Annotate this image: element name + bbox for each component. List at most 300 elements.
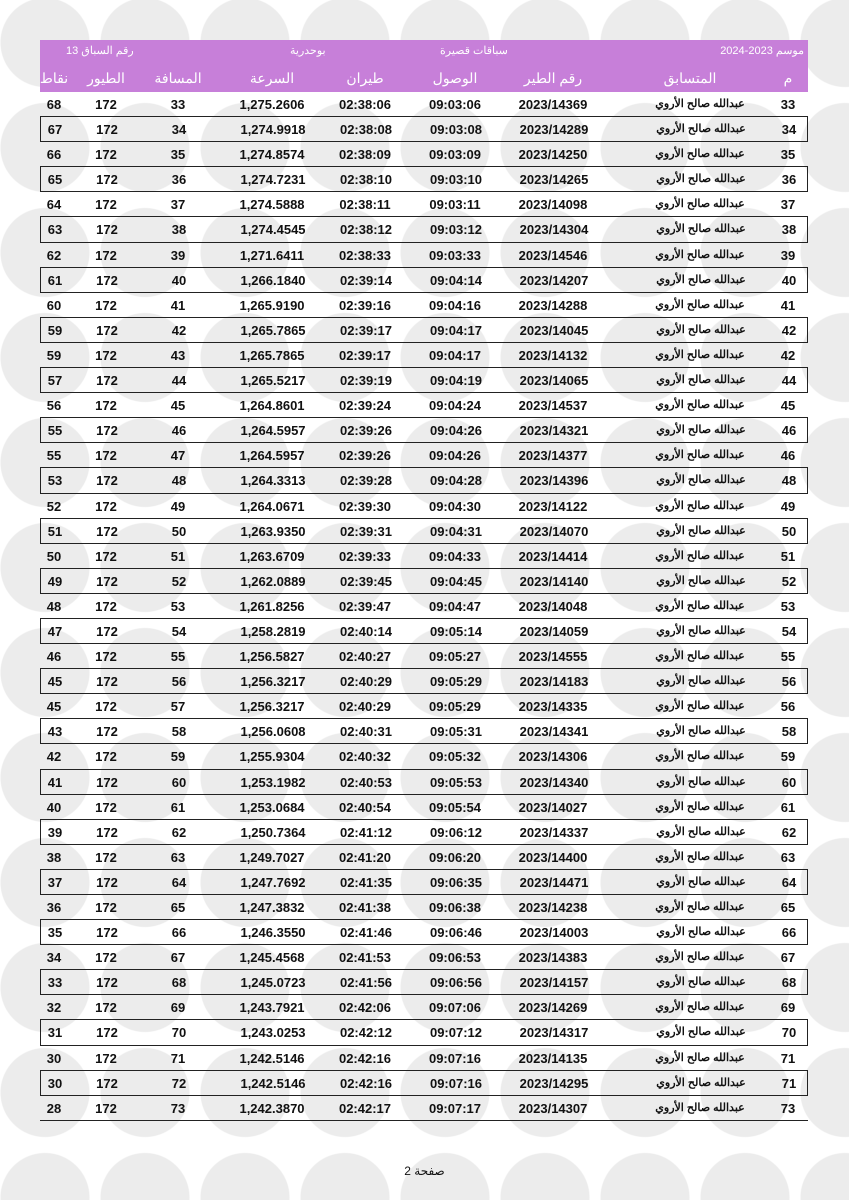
cell-speed: 1,256.3217 [239, 699, 305, 715]
table-row [40, 368, 808, 393]
cell-arrival: 09:04:28 [429, 473, 483, 489]
cell-speed: 1,256.3217 [240, 674, 306, 690]
cell-rank: 45 [780, 398, 796, 414]
cell-name: عبدالله صالح الأروي [656, 223, 746, 236]
cell-flight: 02:42:12 [339, 1025, 393, 1041]
cell-birds: 172 [96, 473, 118, 489]
cell-speed: 1,253.0684 [239, 799, 305, 815]
table-row [40, 1046, 808, 1071]
table-row [40, 1020, 808, 1045]
table-row [40, 895, 808, 920]
cell-ring: 2023/14377 [518, 448, 588, 464]
cell-flight: 02:39:17 [339, 322, 393, 338]
cell-rank: 64 [781, 874, 797, 890]
cell-rank: 60 [781, 774, 797, 790]
cell-birds: 172 [96, 373, 118, 389]
cell-distance: 37 [170, 197, 186, 213]
cell-birds: 172 [96, 222, 118, 238]
cell-arrival: 09:06:46 [429, 925, 483, 941]
cell-name: عبدالله صالح الأروي [656, 775, 746, 788]
cell-flight: 02:40:29 [338, 699, 392, 715]
cell-flight: 02:38:11 [339, 197, 391, 213]
cell-distance: 60 [171, 774, 187, 790]
cell-distance: 47 [170, 448, 186, 464]
cell-distance: 73 [170, 1100, 186, 1116]
cell-arrival: 09:03:10 [429, 172, 483, 188]
cell-points: 41 [47, 774, 63, 790]
cell-points: 48 [46, 598, 62, 614]
cell-arrival: 09:04:45 [429, 573, 483, 589]
cell-rank: 65 [780, 900, 796, 915]
table-row [40, 117, 808, 142]
col-ring: رقم الطير [523, 70, 583, 86]
cell-rank: 36 [781, 172, 797, 188]
cell-birds: 172 [96, 1075, 118, 1091]
cell-points: 28 [46, 1100, 62, 1116]
cell-birds: 172 [96, 1025, 118, 1041]
cell-arrival: 09:04:16 [428, 297, 482, 313]
cell-flight: 02:39:30 [338, 498, 392, 514]
cell-arrival: 09:05:32 [428, 749, 482, 765]
col-rank: م [783, 70, 793, 86]
cell-arrival: 09:07:16 [428, 1050, 482, 1066]
cell-name: عبدالله صالح الأروي [655, 298, 745, 311]
cell-speed: 1,263.6709 [239, 548, 305, 564]
cell-arrival: 09:07:06 [428, 1000, 482, 1016]
cell-rank: 42 [781, 322, 797, 338]
cell-arrival: 09:03:08 [429, 122, 483, 138]
cell-ring: 2023/14059 [519, 623, 589, 639]
cell-flight: 02:41:35 [339, 874, 393, 890]
table-row [40, 443, 808, 468]
table-row [40, 243, 808, 268]
table-row [40, 669, 808, 694]
cell-speed: 1,274.5888 [239, 197, 305, 213]
cell-distance: 57 [170, 699, 186, 715]
location-label: بوحدرية [290, 45, 326, 57]
table-row [40, 92, 808, 117]
cell-speed: 1,247.7692 [240, 874, 306, 890]
cell-rank: 68 [781, 975, 797, 991]
cell-distance: 66 [171, 925, 187, 941]
cell-flight: 02:38:09 [338, 147, 392, 163]
cell-ring: 2023/14027 [518, 799, 588, 815]
table-row [40, 1071, 808, 1096]
cell-distance: 71 [170, 1050, 186, 1066]
cell-points: 39 [47, 824, 63, 840]
table-row [40, 945, 808, 970]
cell-birds: 172 [95, 548, 117, 564]
cell-arrival: 09:06:12 [429, 824, 483, 840]
cell-arrival: 09:04:33 [428, 548, 482, 564]
table-row [40, 142, 808, 167]
cell-ring: 2023/14304 [519, 222, 589, 238]
table-body [40, 92, 808, 1121]
cell-distance: 63 [170, 849, 186, 865]
cell-arrival: 09:07:16 [429, 1075, 483, 1091]
cell-arrival: 09:04:26 [428, 448, 482, 464]
cell-arrival: 09:07:12 [429, 1025, 483, 1041]
cell-arrival: 09:04:31 [429, 523, 483, 539]
cell-rank: 55 [780, 649, 796, 665]
cell-flight: 02:40:54 [338, 799, 392, 815]
cell-name: عبدالله صالح الأروي [655, 399, 745, 412]
cell-distance: 62 [171, 824, 187, 840]
cell-ring: 2023/14288 [518, 297, 588, 313]
cell-flight: 02:41:38 [338, 900, 392, 915]
table-row [40, 744, 808, 769]
cell-rank: 66 [781, 925, 797, 941]
cell-speed: 1,264.0671 [239, 498, 305, 514]
cell-ring: 2023/14546 [518, 247, 588, 263]
cell-name: عبدالله صالح الأروي [656, 926, 746, 939]
cell-ring: 2023/14132 [518, 347, 588, 363]
cell-speed: 1,245.0723 [240, 975, 306, 991]
cell-speed: 1,256.5827 [239, 649, 305, 665]
cell-rank: 46 [781, 423, 797, 439]
cell-points: 61 [47, 272, 63, 288]
cell-distance: 69 [170, 1000, 186, 1016]
cell-speed: 1,271.6411 [239, 247, 305, 263]
cell-birds: 172 [96, 824, 118, 840]
cell-arrival: 09:04:26 [429, 423, 483, 439]
cell-rank: 58 [781, 724, 797, 740]
cell-points: 46 [46, 649, 62, 665]
cell-speed: 1,258.2819 [240, 623, 306, 639]
cell-rank: 49 [780, 498, 796, 514]
cell-arrival: 09:04:17 [428, 347, 482, 363]
cell-name: عبدالله صالح الأروي [655, 1001, 745, 1014]
cell-distance: 59 [170, 749, 186, 765]
cell-birds: 172 [95, 1050, 117, 1066]
cell-ring: 2023/14396 [519, 473, 589, 489]
cell-flight: 02:41:46 [339, 925, 393, 941]
cell-distance: 72 [171, 1075, 187, 1091]
cell-birds: 172 [95, 97, 117, 112]
table-header [40, 40, 808, 92]
cell-arrival: 09:05:27 [428, 649, 482, 665]
cell-speed: 1,265.7865 [239, 347, 305, 363]
cell-ring: 2023/14250 [518, 147, 588, 163]
col-points: نقاط [39, 70, 69, 86]
cell-arrival: 09:05:31 [429, 724, 483, 740]
cell-arrival: 09:06:53 [428, 950, 482, 966]
cell-name: عبدالله صالح الأروي [656, 474, 746, 487]
cell-flight: 02:41:56 [339, 975, 393, 991]
cell-ring: 2023/14414 [518, 548, 588, 564]
cell-flight: 02:38:10 [339, 172, 393, 188]
cell-rank: 67 [780, 950, 796, 966]
cell-ring: 2023/14269 [518, 1000, 588, 1016]
table-row [40, 1096, 808, 1121]
cell-distance: 52 [171, 573, 187, 589]
cell-name: عبدالله صالح الأروي [655, 800, 745, 813]
cell-arrival: 09:03:09 [428, 147, 482, 163]
cell-ring: 2023/14135 [518, 1050, 588, 1066]
cell-points: 51 [47, 523, 63, 539]
cell-distance: 54 [171, 623, 187, 639]
cell-birds: 172 [95, 699, 117, 715]
col-birds: الطيور [87, 70, 125, 86]
cell-points: 65 [47, 172, 63, 188]
cell-flight: 02:40:27 [338, 649, 392, 665]
cell-distance: 70 [171, 1025, 187, 1041]
cell-distance: 33 [170, 97, 186, 112]
cell-flight: 02:40:29 [339, 674, 393, 690]
cell-points: 43 [47, 724, 63, 740]
cell-name: عبدالله صالح الأروي [656, 524, 746, 537]
cell-name: عبدالله صالح الأروي [655, 148, 745, 161]
cell-arrival: 09:04:19 [429, 373, 483, 389]
cell-flight: 02:40:53 [339, 774, 393, 790]
cell-points: 30 [46, 1050, 62, 1066]
cell-speed: 1,255.9304 [239, 749, 305, 765]
cell-birds: 172 [95, 799, 117, 815]
cell-name: عبدالله صالح الأروي [655, 1101, 745, 1114]
cell-distance: 56 [171, 674, 187, 690]
cell-arrival: 09:03:11 [429, 197, 481, 213]
cell-name: عبدالله صالح الأروي [655, 901, 745, 913]
cell-name: عبدالله صالح الأروي [656, 875, 746, 888]
race-number-label: رقم السباق 13 [66, 45, 134, 57]
cell-arrival: 09:05:14 [429, 623, 483, 639]
cell-name: عبدالله صالح الأروي [655, 198, 745, 211]
cell-points: 55 [46, 448, 62, 464]
cell-arrival: 09:05:29 [429, 674, 483, 690]
cell-rank: 40 [781, 272, 797, 288]
cell-flight: 02:38:12 [339, 222, 393, 238]
cell-rank: 70 [781, 1025, 797, 1041]
cell-flight: 02:39:26 [338, 448, 392, 464]
cell-arrival: 09:03:12 [429, 222, 483, 238]
cell-points: 32 [46, 1000, 62, 1016]
cell-birds: 172 [95, 950, 117, 966]
cell-birds: 172 [95, 147, 117, 163]
cell-birds: 172 [96, 925, 118, 941]
cell-rank: 59 [780, 749, 796, 765]
cell-ring: 2023/14265 [519, 172, 589, 188]
cell-rank: 48 [781, 473, 797, 489]
cell-arrival: 09:07:17 [428, 1100, 482, 1116]
table-row [40, 870, 808, 895]
cell-speed: 1,265.5217 [240, 373, 306, 389]
table-row [40, 995, 808, 1020]
cell-arrival: 09:06:38 [428, 900, 482, 915]
cell-flight: 02:38:33 [338, 247, 392, 263]
cell-name: عبدالله صالح الأروي [656, 574, 746, 587]
cell-speed: 1,264.8601 [239, 398, 305, 414]
cell-birds: 172 [95, 900, 117, 915]
cell-ring: 2023/14048 [518, 598, 588, 614]
cell-ring: 2023/14289 [519, 122, 589, 138]
cell-flight: 02:41:53 [338, 950, 392, 966]
cell-name: عبدالله صالح الأروي [656, 323, 746, 336]
table-row [40, 694, 808, 719]
cell-birds: 172 [95, 197, 117, 213]
cell-name: عبدالله صالح الأروي [655, 348, 745, 361]
cell-speed: 1,274.8574 [239, 147, 305, 163]
cell-birds: 172 [96, 322, 118, 338]
table-row [40, 845, 808, 870]
cell-rank: 54 [781, 623, 797, 639]
table-row [40, 217, 808, 242]
cell-rank: 71 [780, 1050, 796, 1066]
race-type-label: سباقات قصيرة [440, 45, 508, 57]
cell-birds: 172 [95, 649, 117, 665]
cell-speed: 1,265.7865 [240, 322, 306, 338]
cell-flight: 02:42:16 [339, 1075, 393, 1091]
cell-arrival: 09:03:33 [428, 247, 482, 263]
cell-speed: 1,256.0608 [240, 724, 306, 740]
cell-birds: 172 [95, 398, 117, 414]
cell-distance: 36 [171, 172, 187, 188]
cell-rank: 69 [780, 1000, 796, 1016]
cell-name: عبدالله صالح الأروي [655, 650, 745, 663]
cell-ring: 2023/14140 [519, 573, 589, 589]
cell-distance: 49 [170, 498, 186, 514]
cell-ring: 2023/14555 [518, 649, 588, 665]
cell-arrival: 09:04:47 [428, 598, 482, 614]
table-row [40, 770, 808, 795]
cell-speed: 1,245.4568 [239, 950, 305, 966]
cell-name: عبدالله صالح الأروي [656, 273, 746, 286]
table-row [40, 268, 808, 293]
cell-distance: 50 [171, 523, 187, 539]
table-row [40, 619, 808, 644]
cell-rank: 37 [780, 197, 796, 213]
cell-ring: 2023/14045 [519, 322, 589, 338]
cell-points: 59 [46, 347, 62, 363]
cell-distance: 65 [170, 900, 186, 915]
cell-distance: 48 [171, 473, 187, 489]
cell-name: عبدالله صالح الأروي [655, 750, 745, 763]
cell-rank: 52 [781, 573, 797, 589]
cell-distance: 45 [170, 398, 186, 414]
cell-ring: 2023/14306 [518, 749, 588, 765]
cell-flight: 02:39:19 [339, 373, 393, 389]
cell-ring: 2023/14122 [518, 498, 588, 514]
cell-distance: 58 [171, 724, 187, 740]
cell-arrival: 09:06:56 [429, 975, 483, 991]
cell-flight: 02:42:17 [338, 1100, 392, 1116]
cell-name: عبدالله صالح الأروي [656, 976, 746, 989]
cell-speed: 1,265.9190 [239, 297, 305, 313]
page-number: صفحة 2 [404, 1164, 445, 1178]
cell-points: 62 [46, 247, 62, 263]
cell-points: 30 [47, 1075, 63, 1091]
cell-points: 45 [47, 674, 63, 690]
cell-points: 53 [47, 473, 63, 489]
cell-name: عبدالله صالح الأروي [655, 850, 745, 863]
cell-distance: 34 [171, 122, 187, 138]
cell-speed: 1,243.0253 [240, 1025, 306, 1041]
cell-speed: 1,242.5146 [240, 1075, 306, 1091]
cell-ring: 2023/14471 [519, 874, 589, 890]
table-row [40, 494, 808, 519]
cell-rank: 34 [781, 122, 797, 138]
cell-birds: 172 [96, 774, 118, 790]
cell-flight: 02:39:17 [338, 347, 392, 363]
cell-points: 68 [46, 97, 62, 112]
cell-birds: 172 [95, 749, 117, 765]
cell-name: عبدالله صالح الأروي [655, 700, 745, 713]
table-row [40, 820, 808, 845]
cell-ring: 2023/14065 [519, 373, 589, 389]
cell-flight: 02:39:26 [339, 423, 393, 439]
cell-speed: 1,264.5957 [239, 448, 305, 464]
cell-flight: 02:39:28 [339, 473, 393, 489]
cell-birds: 172 [95, 297, 117, 313]
cell-speed: 1,274.7231 [240, 172, 306, 188]
cell-points: 33 [47, 975, 63, 991]
cell-birds: 172 [96, 172, 118, 188]
cell-points: 66 [46, 147, 62, 163]
col-flight: طيران [346, 70, 384, 86]
cell-speed: 1,246.3550 [240, 925, 306, 941]
table-row [40, 318, 808, 343]
cell-ring: 2023/14070 [519, 523, 589, 539]
cell-speed: 1,275.2606 [239, 97, 305, 112]
cell-distance: 46 [171, 423, 187, 439]
cell-name: عبدالله صالح الأروي [655, 449, 745, 462]
cell-name: عبدالله صالح الأروي [656, 825, 746, 838]
cell-points: 64 [46, 197, 62, 213]
cell-name: عبدالله صالح الأروي [655, 499, 745, 512]
cell-points: 52 [46, 498, 62, 514]
cell-points: 59 [47, 322, 63, 338]
cell-birds: 172 [95, 347, 117, 363]
cell-speed: 1,274.4545 [240, 222, 306, 238]
table-row [40, 719, 808, 744]
cell-birds: 172 [96, 724, 118, 740]
cell-distance: 51 [170, 548, 186, 564]
results-sheet [40, 40, 808, 1121]
cell-flight: 02:42:06 [338, 1000, 392, 1016]
col-competitor: المتسابق [663, 70, 717, 86]
cell-points: 63 [47, 222, 63, 238]
cell-points: 31 [47, 1025, 63, 1041]
cell-flight: 02:41:12 [339, 824, 393, 840]
cell-distance: 39 [170, 247, 186, 263]
cell-flight: 02:39:14 [339, 272, 393, 288]
cell-flight: 02:40:14 [339, 623, 393, 639]
cell-ring: 2023/14098 [518, 197, 588, 213]
cell-flight: 02:38:08 [339, 122, 393, 138]
cell-distance: 64 [171, 874, 187, 890]
table-row [40, 920, 808, 945]
cell-name: عبدالله صالح الأروي [656, 624, 746, 637]
cell-birds: 172 [96, 122, 118, 138]
cell-arrival: 09:04:17 [429, 322, 483, 338]
table-row [40, 468, 808, 493]
table-row [40, 519, 808, 544]
cell-distance: 44 [171, 373, 187, 389]
cell-arrival: 09:04:24 [428, 398, 482, 414]
cell-points: 57 [47, 373, 63, 389]
cell-rank: 33 [780, 97, 796, 112]
cell-distance: 55 [170, 649, 186, 665]
cell-rank: 51 [780, 548, 796, 564]
table-row [40, 343, 808, 368]
cell-flight: 02:39:24 [338, 398, 392, 414]
cell-distance: 53 [170, 598, 186, 614]
cell-name: عبدالله صالح الأروي [655, 951, 745, 964]
cell-name: عبدالله صالح الأروي [655, 248, 745, 261]
cell-points: 56 [46, 398, 62, 414]
cell-birds: 172 [96, 975, 118, 991]
cell-speed: 1,263.9350 [240, 523, 306, 539]
cell-flight: 02:39:47 [338, 598, 392, 614]
